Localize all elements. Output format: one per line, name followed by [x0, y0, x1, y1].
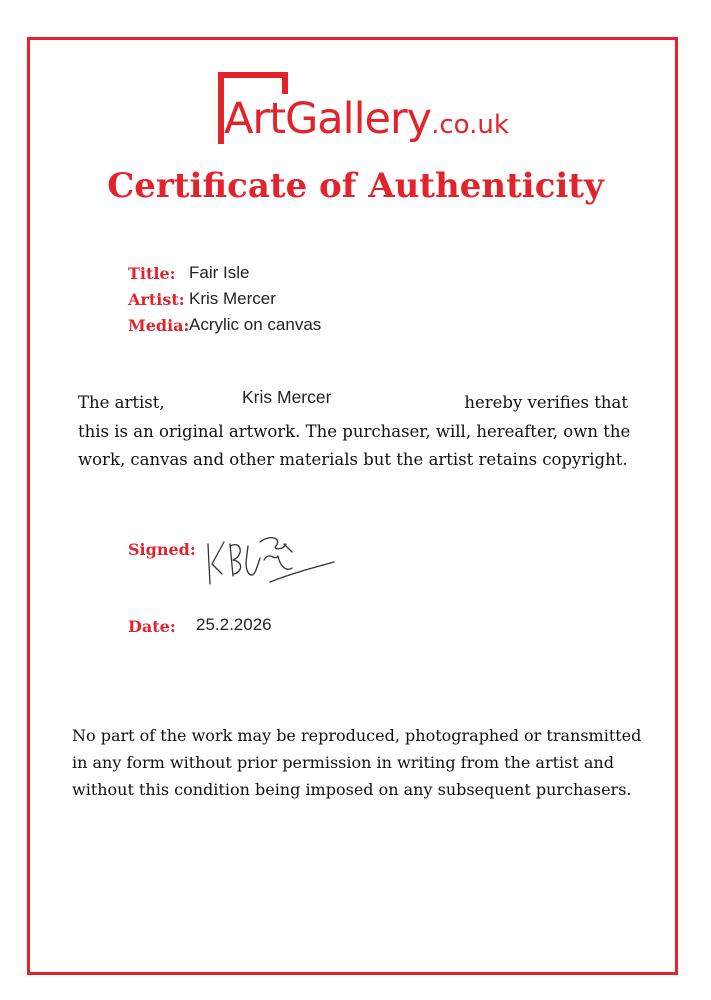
logo-text — [224, 94, 511, 144]
signed-label: Signed: — [128, 540, 196, 559]
verification-suffix: hereby verifies that — [464, 393, 628, 412]
verification-paragraph — [78, 418, 638, 474]
date-label: Date: — [128, 617, 176, 636]
certificate-heading: Certificate of Authenticity — [107, 166, 604, 206]
logo-brand-main: ArtGallery — [224, 94, 432, 144]
signature-drawing — [200, 522, 340, 594]
verification-prefix: The artist, — [78, 393, 165, 412]
media-value: Acrylic on canvas — [189, 315, 322, 334]
copyright-line-3: without this condition being imposed on any subsequent purchasers. — [72, 780, 632, 799]
logo-brand-suffix: .co.uk — [431, 110, 509, 140]
handwritten-signature — [200, 522, 340, 594]
copyright-line-2: in any form without prior permission in writing from the artist and — [72, 753, 614, 772]
title-label: Title: — [128, 264, 176, 283]
artgallery-logo — [218, 72, 518, 152]
media-label: Media: — [128, 316, 190, 335]
verification-line-3: work, canvas and other materials but the artist retains copyright. — [78, 450, 628, 469]
artist-value: Kris Mercer — [189, 289, 276, 308]
artist-label: Artist: — [128, 290, 185, 309]
verification-line-2: this is an original artwork. The purchaser, will, hereafter, own the — [78, 422, 631, 441]
verification-artist-name: Kris Mercer — [242, 387, 332, 407]
copyright-line-1: No part of the work may be reproduced, photographed or transmitted — [72, 726, 642, 745]
title-value: Fair Isle — [189, 263, 250, 282]
verification-first-line — [78, 387, 628, 421]
date-value: 25.2.2026 — [196, 615, 272, 634]
copyright-notice — [72, 722, 652, 803]
